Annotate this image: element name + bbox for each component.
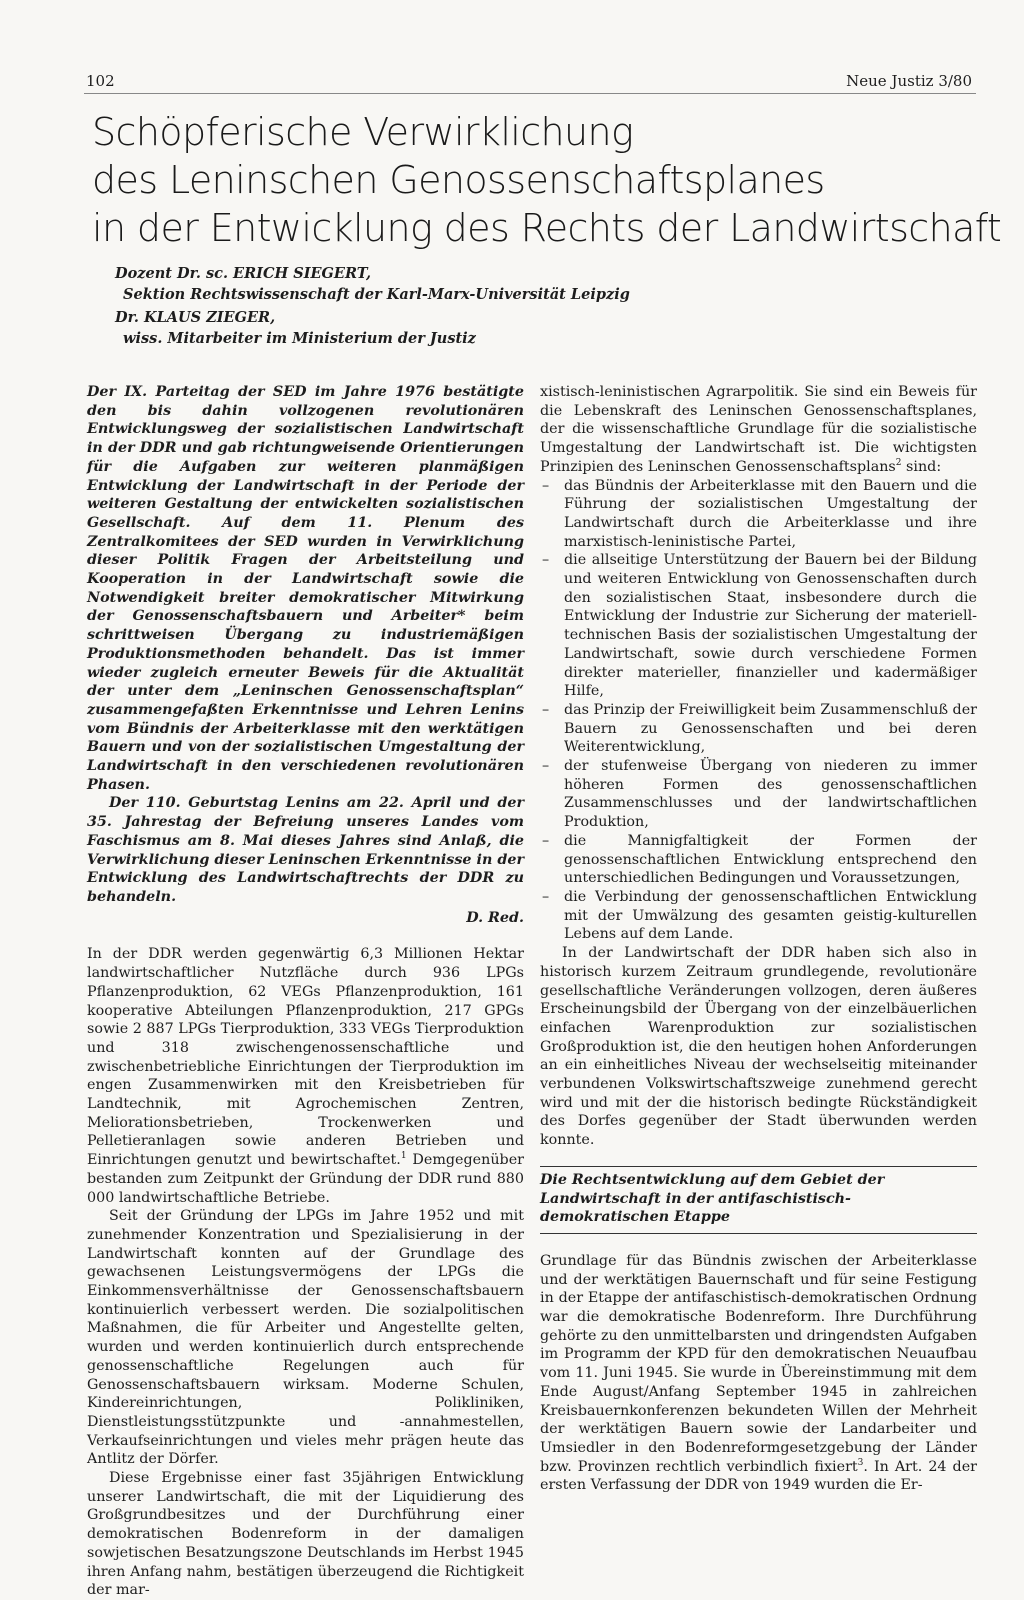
paragraph-text: Grundlage für das Bündnis zwischen der Arbeiterklasse und der werktätigen Bauernschaft und für seine Festigung in der Etappe der antifaschistisch-demokratischen Ordnung war die demokratische Bodenreform. Ihre Durchführung gehörte zu den unmittelbarsten und dringendsten Aufgaben im Programm der KPD für den demokratischen Neuaufbau vom 11. Juni 1945. Sie wurde in Übereinstimmung mit dem Ende August/Anfang September 1945 in zahlreichen Kreisbauernkonferenzen bekundeten Willen der Mehrheit der werktätigen Bauern sowie der Landarbeiter und Umsiedler in den Bodenreformgesetzgebung der Länder bzw. Provinzen rechtlich verbindlich fixiert — [540, 1252, 978, 1475]
principles-list — [540, 477, 977, 945]
header-rule — [84, 93, 976, 94]
intro-paragraph: Der 110. Geburtstag Lenins am 22. April und der 35. Jahrestag der Befreiung unseres Landes vom Faschismus am 8. Mai dieses Jahres sind Anlaß, die Verwirklichung dieser Leninschen Erkenntnisse in der Entwicklung des Landwirtschaftrechts der DDR zu behandeln. — [87, 795, 524, 905]
section-heading: Die Rechtsentwicklung auf dem Gebiet der Landwirtschaft in der antifaschistisch-demokratischen Etappe — [540, 1166, 977, 1234]
body-paragraph — [87, 945, 524, 1207]
title-line: des Leninschen Genossenschaftsplanes — [92, 158, 825, 202]
journal-reference: Neue Justiz 3/80 — [846, 72, 972, 90]
title-line: in der Entwicklung des Rechts der Landwirtschaft — [92, 206, 1002, 250]
body-paragraph: Diese Ergebnisse einer fast 35jährigen Entwicklung unserer Landwirtschaft, die mit der Liquidierung des Großgrundbesitzes und der Durchführung einer demokratischen Bodenreform in der damaligen sowjetischen Besatzungszone Deutschlands im Herbst 1945 ihren Anfang nahm, bestätigen überzeugend die Richtigkeit der mar- — [87, 1470, 524, 1599]
paragraph-text: sind: — [901, 458, 942, 475]
author-name: Dozent Dr. sc. ERICH SIEGERT, — [115, 265, 372, 282]
list-item: – das Prinzip der Freiwilligkeit beim Zusammenschluß der Bauern zu Genossenschaften und bei deren Weiterentwicklung, — [540, 701, 977, 757]
paragraph-text: . In Art. 24 der ersten Verfassung der DDR von 1949 wurden die Er- — [540, 1458, 977, 1494]
paragraph-text: xistisch-leninistischen Agrarpolitik. Sie sind ein Beweis für die Lebenskraft des Leninschen Genossenschaftsplanes, der die wissenschaftliche Grundlage für die sozialistische Umgestaltung der Landwirtschaft ist. Die wichtigsten Prinzipien des Leninschen Genossenschaftsplans — [540, 384, 977, 475]
page-number: 102 — [86, 72, 115, 90]
author-affiliation: Sektion Rechtswissenschaft der Karl-Marx-Universität Leipzig — [123, 286, 630, 303]
right-column — [540, 383, 977, 1495]
title-line: Schöpferische Verwirklichung — [92, 110, 634, 154]
footnote-marker: 2 — [895, 458, 902, 469]
paragraph-text: In der DDR werden gegenwärtig 6,3 Millionen Hektar landwirtschaftlicher Nutzfläche durch 936 LPGs Pflanzenproduktion, 62 VEGs Pflanzenproduktion, 161 kooperative Abteilungen Pflanzenproduktion, 217 GPGs sowie 2 887 LPGs Tierproduktion, 333 VEGs Tierproduktion und 318 zwischengenossenschaftliche und zwischenbetriebliche Einrichtungen der Tierproduktion im engen Zusammenwirken mit den Kreisbetrieben für Landtechnik, mit Agrochemischen Zentren, Meliorationsbetrieben, Trockenwerken und Pelletieranlagen sowie anderen Betrieben und Einrichtungen genutzt und bewirtschaftet. — [87, 946, 524, 1169]
body-paragraph: Seit der Gründung der LPGs im Jahre 1952 und mit zunehmender Konzentration und Spezialisierung in der Landwirtschaft konnten auf der Grundlage des gewachsenen Leistungsvermögens der LPGs die Einkommensverhältnisse der Genossenschaftsbauern kontinuierlich verbessert werden. Die sozialpolitischen Maßnahmen, die für Arbeiter und Angestellte gelten, wurden und werden kontinuierlich durch entsprechende genossenschaftliche Regelungen auch für Genossenschaftsbauern wirksam. Moderne Schulen, Kindereinrichtungen, Polikliniken, Dienstleistungsstützpunkte und -annahmestellen, Verkaufseinrichtungen und vieles mehr prägen heute das Antlitz der Dörfer. — [87, 1208, 524, 1468]
footnote-marker: 1 — [400, 1151, 407, 1162]
paragraph-text: Demgegenüber bestanden zum Zeitpunkt der Gründung der DDR rund 880 000 landwirtschaftliche Betriebe. — [87, 1152, 524, 1206]
body-paragraph — [540, 1252, 977, 1495]
list-item: – der stufenweise Übergang von niederen zu immer höheren Formen des genossenschaftlichen Zusammenschlusses und der landwirtschaftlichen Produktion, — [540, 757, 977, 832]
list-item: – die Mannigfaltigkeit der Formen der genossenschaftlichen Entwicklung entsprechend den unterschiedlichen Bedingungen und Voraussetzungen, — [540, 832, 977, 888]
footnote-marker: 3 — [857, 1457, 864, 1468]
editorial-signature: D. Red. — [466, 909, 524, 926]
list-item: – das Bündnis der Arbeiterklasse mit den Bauern und die Führung der sozialistischen Umgestaltung der Landwirtschaft durch die Arbeiterklasse und ihre marxistisch-leninistische Partei, — [540, 477, 977, 552]
intro-paragraph: Der IX. Parteitag der SED im Jahre 1976 bestätigte den bis dahin vollzogenen revolutionären Entwicklungsweg der sozialistischen Landwirtschaft in der DDR und gab richtungweisende Orientierungen für die Aufgaben zur weiteren planmäßigen Entwicklung der Landwirtschaft in der Periode der weiteren Gestaltung der entwickelten sozialistischen Gesellschaft. Auf dem 11. Plenum des Zentralkomitees der SED wurden in Verwirklichung dieser Politik Fragen der Arbeitsteilung und Kooperation in der Landwirtschaft sowie die Notwendigkeit breiter demokratischer Mitwirkung der Genossenschaftsbauern und Arbeiter* beim schrittweisen Übergang zu industriemäßigen Produktionsmethoden behandelt. Das ist immer wieder zugleich erneuter Beweis für die Aktualität der unter dem „Leninschen Genossenschaftsplan“ zusammengefaßten Erkenntnisse und Lehren Lenins vom Bündnis der Arbeiterklasse mit den werktätigen Bauern und von der sozialistischen Umgestaltung der Landwirtschaft in den verschiedenen revolutionären Phasen. — [87, 384, 524, 793]
body-paragraph — [540, 383, 977, 477]
list-item: – die Verbindung der genossenschaftlichen Entwicklung mit der Umwälzung des gesamten geistig-kulturellen Lebens auf dem Lande. — [540, 888, 977, 944]
article-title — [92, 108, 1002, 252]
editorial-intro — [87, 383, 524, 907]
left-column — [87, 383, 524, 1600]
body-paragraph: In der Landwirtschaft der DDR haben sich also in historisch kurzem Zeitraum grundlegende, revolutionäre gesellschaftliche Veränderungen vollzogen, deren äußeres Erscheinungsbild der Übergang von der einzelbäuerlichen einfachen Warenproduktion zur sozialistischen Großproduktion ist, die den heutigen hohen Anforderungen an ein einheitliches Niveau der wechselseitig miteinander verbundenen Volkswirtschaftszweige zunehmend gerecht wird und mit der die historisch bedingte Rückständigkeit des Dorfes gegenüber der Stadt überwunden werden konnte. — [540, 945, 977, 1149]
author-block — [115, 263, 630, 351]
author-name: Dr. KLAUS ZIEGER, — [115, 309, 276, 326]
list-item: – die allseitige Unterstützung der Bauern bei der Bildung und weiteren Entwicklung von Genossenschaften durch den sozialistischen Staat, insbesondere durch die Entwicklung der Industrie zur Sicherung der materiell-technischen Basis der sozialistischen Umgestaltung der Landwirtschaft, sowie durch verschiedene Formen direkter materieller, finanzieller und kadermäßiger Hilfe, — [540, 551, 977, 701]
author-affiliation: wiss. Mitarbeiter im Ministerium der Justiz — [123, 330, 476, 347]
